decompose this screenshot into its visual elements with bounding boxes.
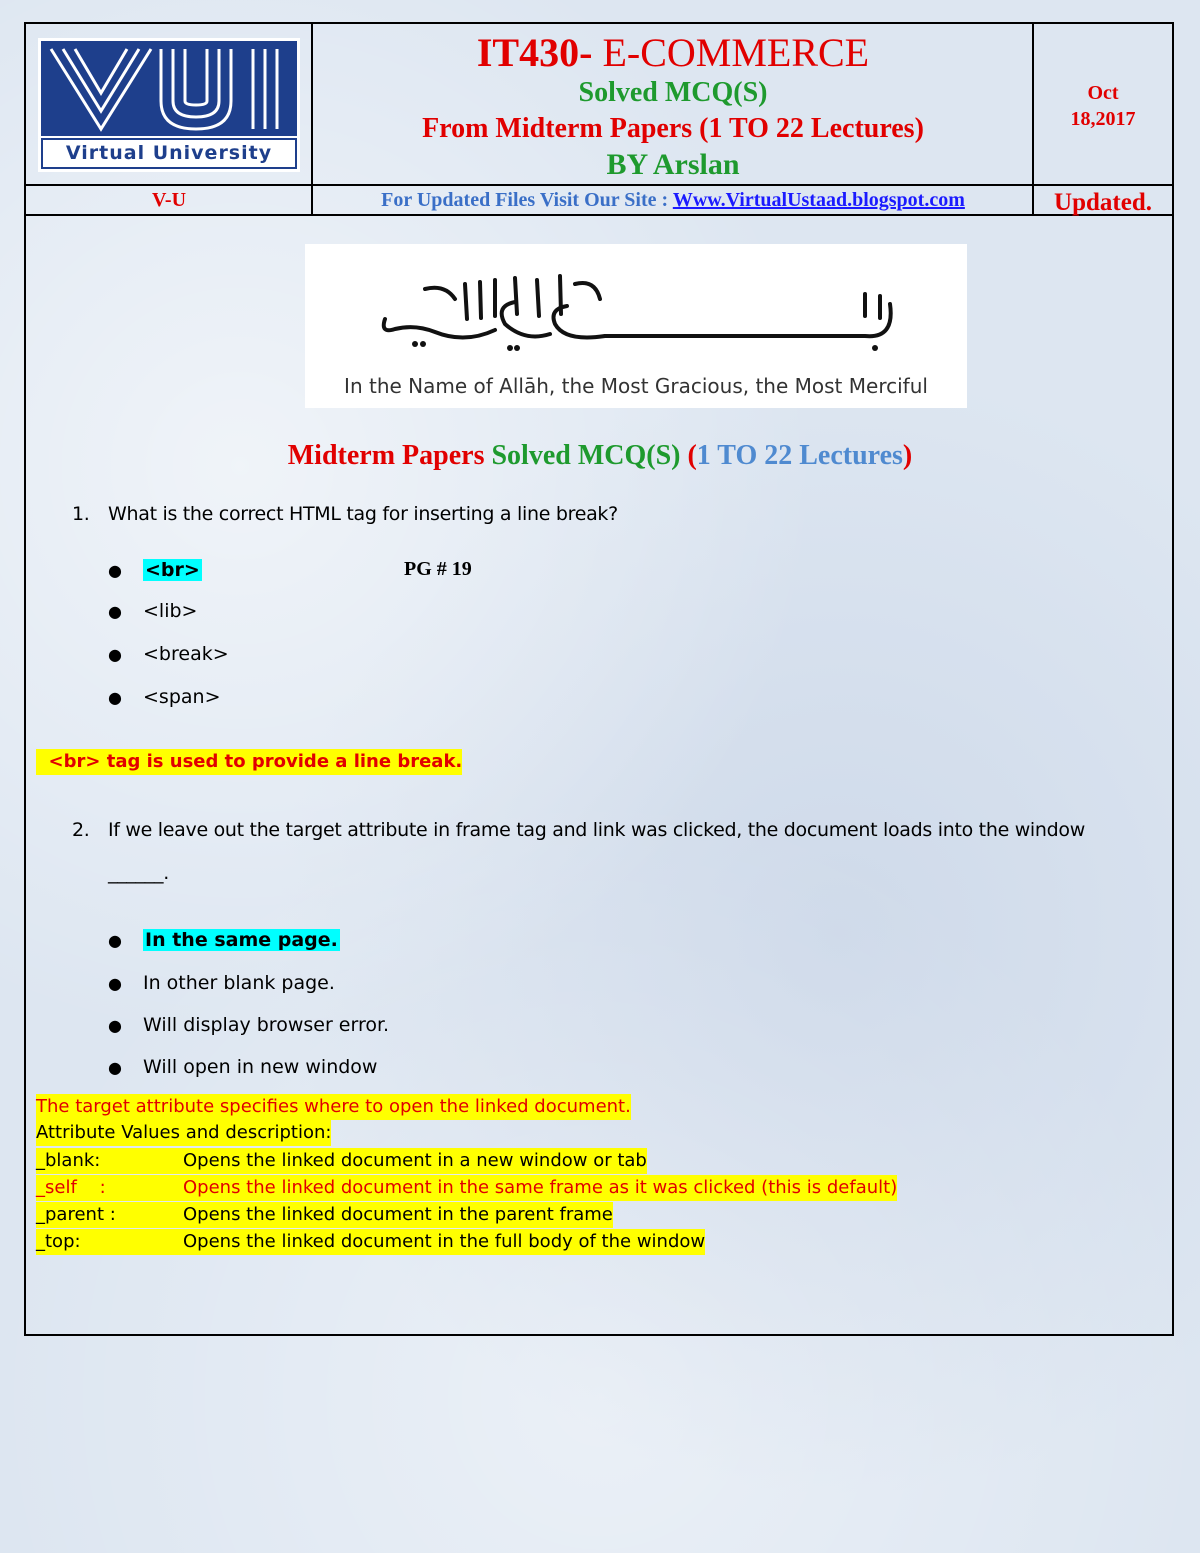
date-year: 18,2017 (1070, 108, 1136, 130)
bullet-icon: ● (108, 931, 122, 950)
course-name: E-COMMERCE (602, 30, 870, 75)
bismillah-caption: In the Name of Allāh, the Most Gracious, the Most Merciful (344, 374, 928, 398)
section-title-range: 1 TO 22 Lectures (696, 440, 903, 471)
attribute-row-parent (36, 1202, 613, 1228)
option-1c (108, 643, 229, 665)
section-title (0, 438, 1200, 474)
section-title-part1: Midterm Papers (287, 440, 485, 471)
visit-site-line (314, 186, 1032, 216)
date-block (1034, 80, 1172, 132)
attribute-row-blank (36, 1148, 647, 1174)
bullet-icon: ● (108, 602, 122, 621)
visit-text: For Updated Files Visit Our Site : (381, 189, 669, 211)
attribute-key: _parent : (36, 1204, 116, 1225)
answer-note-1: <br> tag is used to provide a line break. (36, 749, 462, 775)
explanation-line-1: The target attribute specifies where to open the linked document. (36, 1094, 631, 1120)
option-1d (108, 686, 220, 708)
bullet-icon: ● (108, 1016, 122, 1035)
option-text: <span> (143, 686, 221, 708)
bismillah-banner (305, 244, 967, 408)
bullet-icon: ● (108, 645, 122, 664)
section-title-close-paren: ) (902, 440, 913, 471)
attribute-key: _blank: (36, 1150, 101, 1171)
option-2c (108, 1014, 389, 1036)
question-number: 1. (72, 503, 90, 525)
bullet-icon: ● (108, 974, 122, 993)
bismillah-calligraphy (305, 244, 967, 369)
header-table (26, 24, 1172, 216)
subtitle-midterm: From Midterm Papers (1 TO 22 Lectures) (422, 113, 924, 144)
section-title-part2: Solved MCQ(S) (491, 440, 681, 471)
course-title (314, 30, 1032, 76)
page-reference: PG # 19 (404, 558, 472, 580)
option-text: In other blank page. (143, 972, 335, 994)
attribute-desc: Opens the linked document in the same frame as it was clicked (this is default) (183, 1177, 898, 1198)
bullet-icon: ● (108, 688, 122, 707)
course-code: IT430- (476, 30, 593, 75)
subtitle-solved: Solved MCQ(S) (578, 77, 768, 108)
question-text: If we leave out the target attribute in frame tag and link was clicked, the document loads into the window (108, 819, 1085, 841)
question-number: 2. (72, 819, 90, 841)
attribute-row-self (36, 1175, 897, 1201)
attribute-key: _self : (36, 1177, 106, 1198)
attribute-desc: Opens the linked document in the parent frame (183, 1204, 613, 1225)
option-2b (108, 972, 335, 994)
option-text-correct: In the same page. (145, 929, 338, 951)
option-1a (108, 559, 202, 581)
vu-logo-caption: Virtual University (41, 138, 297, 169)
option-text-correct: <br> (145, 559, 200, 581)
date-month: Oct (1087, 82, 1119, 104)
title-block (314, 24, 1032, 184)
question-text: What is the correct HTML tag for inserting a line break? (108, 503, 618, 525)
attribute-desc: Opens the linked document in the full body of the window (183, 1231, 706, 1252)
section-title-open-paren: ( (687, 440, 697, 471)
vu-label: V-U (151, 189, 187, 211)
question-1 (72, 503, 618, 525)
option-2a (108, 929, 340, 951)
site-link[interactable]: Www.VirtualUstaad.blogspot.com (672, 189, 965, 211)
attribute-desc: Opens the linked document in a new window or tab (183, 1150, 647, 1171)
bullet-icon: ● (108, 561, 122, 580)
attribute-row-top (36, 1229, 705, 1255)
question-2-blank: ______. (108, 862, 169, 884)
option-text: <lib> (143, 600, 198, 622)
option-1b (108, 600, 197, 622)
question-2 (72, 819, 1112, 841)
vu-logo (38, 38, 300, 172)
subtitle-author: BY Arslan (606, 148, 740, 181)
updated-label: Updated. (1054, 189, 1152, 216)
vu-logo-mark (41, 41, 297, 136)
option-text: Will open in new window (143, 1056, 378, 1078)
attribute-key: _top: (36, 1231, 81, 1252)
option-text: <break> (143, 643, 229, 665)
option-text: Will display browser error. (143, 1014, 390, 1036)
bullet-icon: ● (108, 1058, 122, 1077)
explanation-line-2: Attribute Values and description: (36, 1120, 331, 1146)
option-2d (108, 1056, 377, 1078)
